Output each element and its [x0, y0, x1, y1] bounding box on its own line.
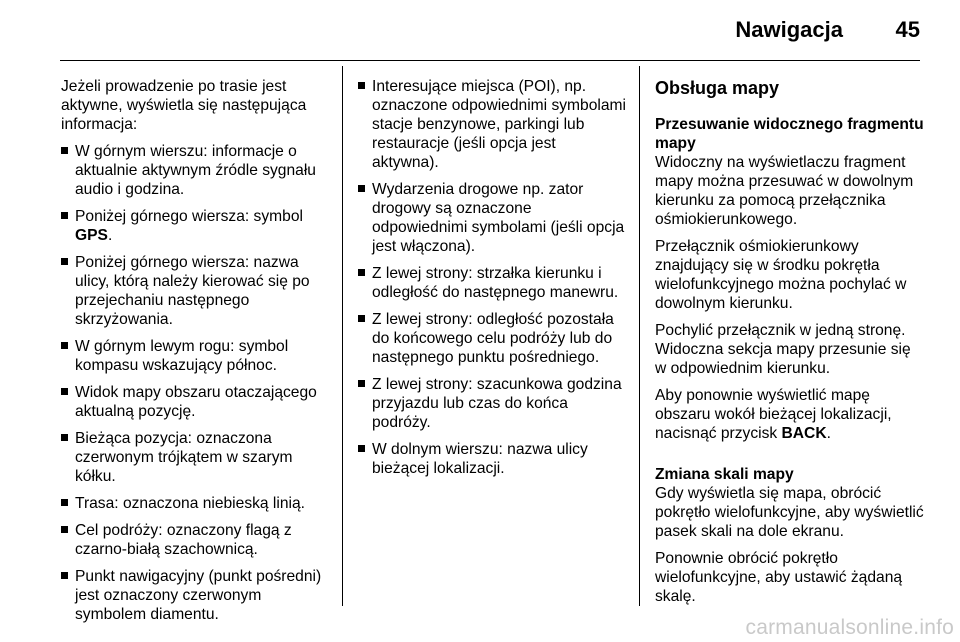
list-item: W górnym lewym rogu: symbol kompasu wskazujący północ.	[61, 337, 333, 375]
paragraph: Gdy wyświetla się mapa, obrócić pokrętło wielofunkcyjne, aby wyświetlić pasek skali na dole ekranu.	[655, 485, 924, 540]
list-item: Wydarzenia drogowe np. zator drogowy są oznaczone odpowiednimi symbolami (jeśli opcja jest włączona).	[358, 180, 626, 256]
paragraph: Pochylić przełącznik w jedną stronę. Widoczna sekcja mapy przesunie się w odpowiednim kierunku.	[655, 322, 911, 377]
column-divider-1	[342, 66, 343, 606]
list-item: W górnym wierszu: informacje o aktualnie aktywnym źródle sygnału audio i godzina.	[61, 142, 333, 199]
list-item: Z lewej strony: strzałka kierunku i odległość do następnego manewru.	[358, 264, 626, 302]
page-number: 45	[895, 17, 920, 42]
list-item: Poniżej górnego wiersza: symbol GPS.	[61, 207, 333, 245]
list-item: Interesujące miejsca (POI), np. oznaczone odpowiednimi symbolami stacje benzynowe, parkingi lub restauracje (jeśli opcja jest aktywna).	[358, 77, 626, 172]
paragraph: Aby ponownie wyświetlić mapę obszaru wokół bieżącej lokalizacji, nacisnąć przycisk BACK.	[655, 387, 892, 442]
page-header	[0, 0, 960, 60]
subsection-title-pan: Przesuwanie widocznego fragmentu mapy	[655, 116, 924, 152]
list-item: Poniżej górnego wiersza: nazwa ulicy, którą należy kierować się po przejechaniu następnego skrzyżowania.	[61, 253, 333, 329]
info-list	[61, 142, 333, 624]
section-title: Obsługa mapy	[655, 78, 780, 98]
paragraph: Widoczny na wyświetlaczu fragment mapy można przesuwać w dowolnym kierunku za pomocą przełącznika ośmiokierunkowego.	[655, 154, 914, 228]
header-rule	[60, 60, 920, 61]
subsection-title-zoom: Zmiana skali mapy	[655, 466, 794, 483]
paragraph: Przełącznik ośmiokierunkowy znajdujący się w środku pokrętła wielofunkcyjnego można pochylać w dowolnym kierunku.	[655, 238, 907, 312]
column-2	[358, 77, 626, 486]
column-1	[61, 77, 333, 632]
column-3	[655, 77, 925, 614]
list-item: Trasa: oznaczona niebieską linią.	[61, 494, 333, 513]
list-item: Cel podróży: oznaczony flagą z czarno-białą szachownicą.	[61, 521, 333, 559]
list-item: Widok mapy obszaru otaczającego aktualną pozycję.	[61, 383, 333, 421]
intro-paragraph: Jeżeli prowadzenie po trasie jest aktywne, wyświetla się następująca informacja:	[61, 78, 307, 133]
chapter-title: Nawigacja	[735, 17, 843, 42]
list-item: W dolnym wierszu: nazwa ulicy bieżącej lokalizacji.	[358, 440, 626, 478]
info-list-continued	[358, 77, 626, 478]
list-item: Z lewej strony: odległość pozostała do końcowego celu podróży lub do następnego punktu pośredniego.	[358, 310, 626, 367]
column-divider-2	[639, 66, 640, 606]
list-item: Z lewej strony: szacunkowa godzina przyjazdu lub czas do końca podróży.	[358, 375, 626, 432]
back-label: BACK	[781, 425, 827, 442]
paragraph: Ponownie obrócić pokrętło wielofunkcyjne, aby ustawić żądaną skalę.	[655, 550, 903, 605]
watermark: carmanualsonline.info	[745, 616, 954, 639]
list-item: Bieżąca pozycja: oznaczona czerwonym trójkątem w szarym kółku.	[61, 429, 333, 486]
list-item: Punkt nawigacyjny (punkt pośredni) jest oznaczony czerwonym symbolem diamentu.	[61, 567, 333, 624]
gps-label: GPS	[75, 227, 108, 244]
